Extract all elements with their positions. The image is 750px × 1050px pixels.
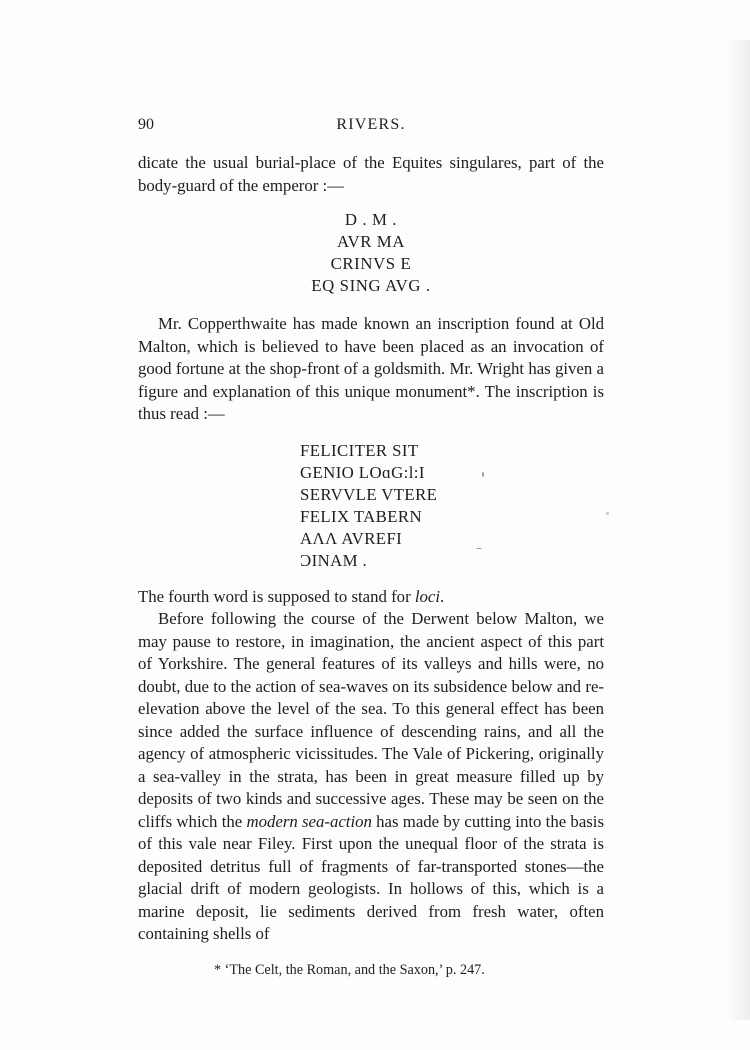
paragraph-4-text: Before following the course of the Derwent below Malton, we may pause to restore, in imagination, the ancient aspect of this part of Yorkshire. The general features of its valleys and hills were, no doubt, due to the action of sea-waves on its subsidence below and re-elevation above the level of the sea. To this general effect has been since added the surface influence of descending rains, and all the agency of atmospheric vicissitudes. The Vale of Pickering, originally a sea-valley in the strata, has been in great measure filled up by deposits of two kinds and successive ages. These may be seen on the cliffs which the	[138, 609, 604, 831]
inscription-line: ƆINAM .	[300, 550, 368, 570]
paper-speck	[482, 472, 484, 477]
inscription-line: GENIO LOɑG:l:I	[300, 462, 425, 482]
inscription-burial	[138, 197, 604, 313]
paragraph-1: dicate the usual burial-place of the Equites singulares, part of the body-guard of the emperor :—	[138, 153, 604, 195]
paper-speck	[476, 548, 482, 549]
paper-speck	[606, 512, 609, 515]
paragraph-4-end: has made by cutting into the basis of this vale near Filey. First upon the unequal floor of the strata is deposited detritus full of fragments of far-transported stones—the glacial drift of modern geologists. In hollows of this, which is a marine deposit, lie sediments derived from fresh water, often containing shells of	[138, 811, 604, 943]
paragraph-4	[138, 608, 604, 946]
footnote: * ‘The Celt, the Roman, and the Saxon,’ p. 247.	[214, 962, 485, 978]
body-text	[138, 152, 604, 946]
inscription-line: D . M .	[344, 210, 398, 229]
inscription-line: AVR MA	[336, 232, 406, 251]
paragraph-2: Mr. Copperthwaite has made known an inscription found at Old Malton, which is believed to have been placed as an invocation of good fortune at the shop-front of a goldsmith. Mr. Wright has given a figure and explanation of this unique monument*. The inscription is thus read :—	[138, 314, 604, 423]
paragraph-3-italic: loci	[414, 586, 441, 606]
inscription-line: SERVVLE VTERE	[300, 484, 438, 504]
paragraph-4-italic: modern sea-action	[246, 811, 372, 831]
page-header	[138, 116, 604, 138]
paragraph-3	[138, 586, 604, 609]
page-edge-shadow	[726, 40, 750, 1020]
inscription-line: FELIX TABERN	[300, 506, 423, 526]
inscription-line: FELICITER SIT	[300, 440, 419, 460]
paragraph-3-end: .	[440, 586, 445, 606]
inscription-line: EQ SING AVG .	[311, 276, 431, 295]
page-number: 90	[138, 116, 154, 133]
running-title: RIVERS.	[336, 116, 406, 133]
paragraph-3-text: The fourth word is supposed to stand for	[138, 586, 415, 606]
inscription-line: AɅɅ AVREFI	[300, 528, 403, 548]
inscription-line: CRINVS E	[330, 254, 412, 273]
inscription-goldsmith	[138, 426, 604, 586]
